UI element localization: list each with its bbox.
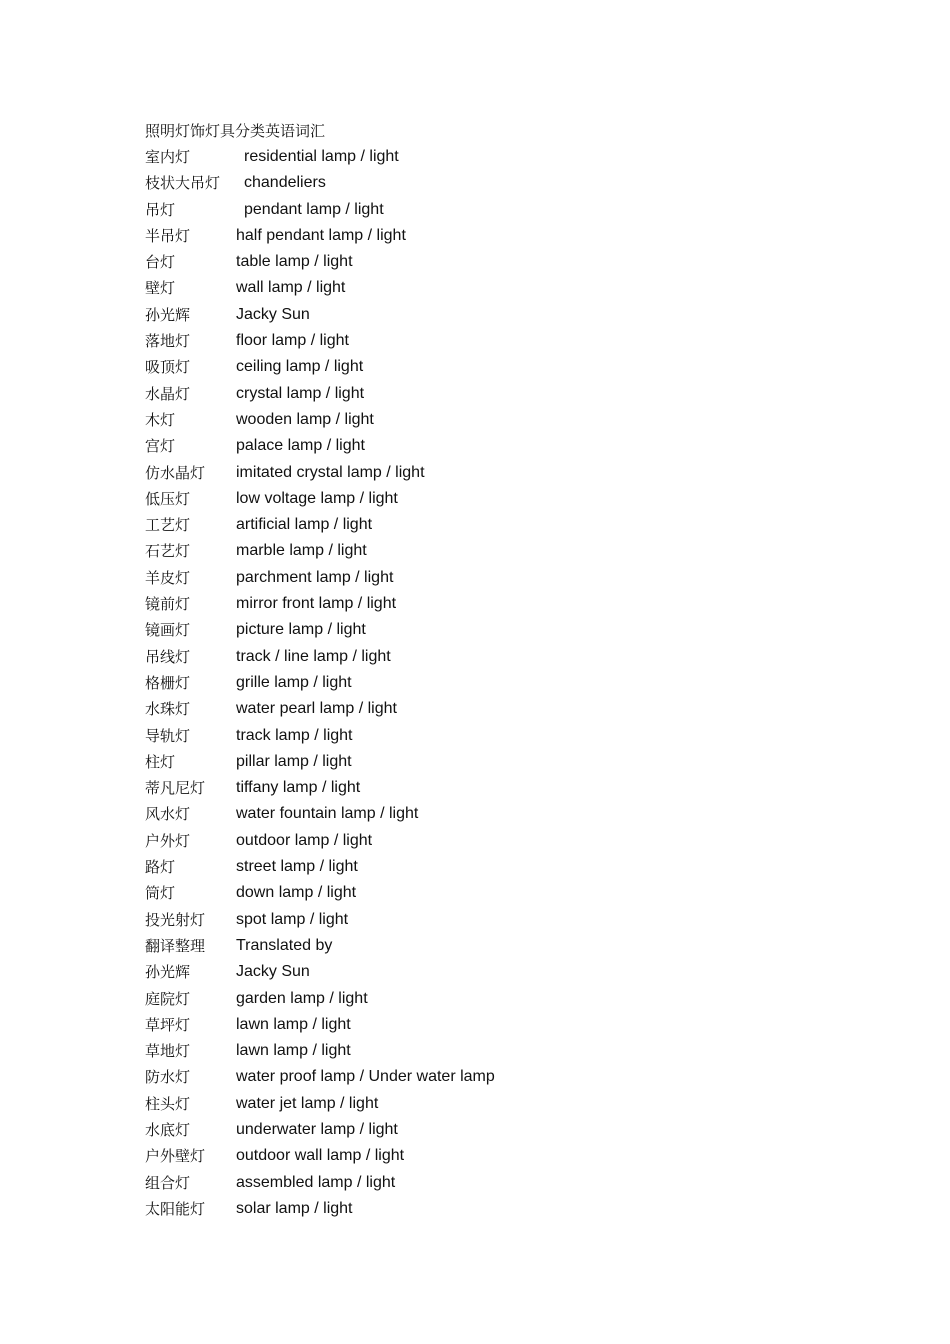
vocabulary-row: [145, 225, 845, 251]
english-term: parchment lamp / light: [236, 568, 394, 586]
english-term: lawn lamp / light: [236, 1042, 351, 1060]
english-term: tiffany lamp / light: [236, 779, 361, 797]
chinese-term: 户外壁灯: [145, 1147, 206, 1166]
chinese-term: 组合灯: [145, 1173, 191, 1192]
vocabulary-row: [145, 146, 845, 172]
english-term: spot lamp / light: [236, 910, 349, 928]
vocabulary-row: [145, 1040, 845, 1066]
english-term: track / line lamp / light: [236, 647, 391, 665]
chinese-term: 水珠灯: [145, 700, 191, 719]
chinese-term: 台灯: [145, 253, 176, 272]
english-term: grille lamp / light: [236, 673, 352, 691]
vocabulary-row: [145, 593, 845, 619]
chinese-term: 工艺灯: [145, 516, 191, 535]
chinese-term: 水底灯: [145, 1120, 191, 1139]
english-term: low voltage lamp / light: [236, 489, 398, 507]
english-term: water jet lamp / light: [236, 1094, 379, 1112]
english-term: mirror front lamp / light: [236, 595, 397, 613]
chinese-term: 水晶灯: [145, 384, 191, 403]
chinese-term: 太阳能灯: [145, 1199, 206, 1218]
vocabulary-row: [145, 1093, 845, 1119]
vocabulary-row: [145, 567, 845, 593]
chinese-term: 筒灯: [145, 884, 176, 903]
english-term: pendant lamp / light: [244, 200, 384, 218]
vocabulary-row: [145, 1145, 845, 1171]
vocabulary-row: [145, 935, 845, 961]
english-term: table lamp / light: [236, 253, 353, 271]
chinese-term: 落地灯: [145, 332, 191, 351]
vocabulary-row: [145, 462, 845, 488]
english-term: chandeliers: [244, 174, 326, 192]
vocabulary-row: [145, 856, 845, 882]
chinese-term: 翻译整理: [145, 936, 206, 955]
vocabulary-row: [145, 514, 845, 540]
vocabulary-row: [145, 1172, 845, 1198]
english-term: outdoor wall lamp / light: [236, 1147, 405, 1165]
english-term: water proof lamp / Under water lamp: [236, 1068, 495, 1086]
english-term: assembled lamp / light: [236, 1173, 396, 1191]
chinese-term: 孙光辉: [145, 305, 191, 324]
chinese-term: 壁灯: [145, 279, 176, 298]
vocabulary-row: [145, 803, 845, 829]
chinese-term: 室内灯: [145, 148, 191, 166]
chinese-term: 孙光辉: [145, 963, 191, 982]
chinese-term: 羊皮灯: [145, 568, 191, 587]
english-term: wooden lamp / light: [236, 410, 374, 428]
vocabulary-row: [145, 409, 845, 435]
vocabulary-row: [145, 251, 845, 277]
vocabulary-row: [145, 1014, 845, 1040]
chinese-term: 庭院灯: [145, 989, 191, 1008]
chinese-term: 枝状大吊灯: [145, 174, 221, 193]
english-term: residential lamp / light: [244, 148, 399, 165]
english-term: floor lamp / light: [236, 332, 349, 350]
chinese-term: 吸顶灯: [145, 358, 191, 377]
english-term: solar lamp / light: [236, 1199, 353, 1217]
english-term: marble lamp / light: [236, 542, 367, 560]
chinese-term: 导轨灯: [145, 726, 191, 745]
vocabulary-row: [145, 304, 845, 330]
chinese-term: 镜前灯: [145, 595, 191, 614]
chinese-term: 半吊灯: [145, 226, 191, 245]
vocabulary-row: [145, 646, 845, 672]
english-term: down lamp / light: [236, 884, 357, 902]
vocabulary-list: [145, 146, 845, 1224]
vocabulary-row: [145, 488, 845, 514]
chinese-term: 户外灯: [145, 831, 191, 850]
chinese-term: 柱头灯: [145, 1094, 191, 1113]
chinese-term: 吊线灯: [145, 647, 191, 666]
chinese-term: 低压灯: [145, 489, 191, 508]
vocabulary-row: [145, 1119, 845, 1145]
chinese-term: 风水灯: [145, 805, 191, 824]
chinese-term: 宫灯: [145, 437, 176, 456]
vocabulary-row: [145, 540, 845, 566]
vocabulary-row: [145, 751, 845, 777]
chinese-term: 防水灯: [145, 1068, 191, 1087]
chinese-term: 草坪灯: [145, 1015, 191, 1034]
chinese-term: 镜画灯: [145, 621, 191, 640]
chinese-term: 草地灯: [145, 1042, 191, 1061]
chinese-term: 仿水晶灯: [145, 463, 206, 482]
english-term: Translated by: [236, 936, 333, 954]
english-term: water pearl lamp / light: [236, 700, 397, 718]
vocabulary-row: [145, 330, 845, 356]
english-term: palace lamp / light: [236, 437, 365, 455]
english-term: imitated crystal lamp / light: [236, 463, 425, 481]
vocabulary-row: [145, 435, 845, 461]
english-term: picture lamp / light: [236, 621, 366, 639]
english-term: Jacky Sun: [236, 305, 310, 323]
vocabulary-row: [145, 725, 845, 751]
chinese-term: 路灯: [145, 858, 176, 877]
vocabulary-row: [145, 172, 845, 198]
chinese-term: 柱灯: [145, 752, 176, 771]
vocabulary-row: [145, 672, 845, 698]
chinese-term: 格栅灯: [145, 673, 191, 692]
english-term: half pendant lamp / light: [236, 226, 406, 244]
vocabulary-row: [145, 1198, 845, 1224]
vocabulary-row: [145, 961, 845, 987]
document-title: 照明灯饰灯具分类英语词汇: [145, 122, 326, 140]
english-term: garden lamp / light: [236, 989, 368, 1007]
vocabulary-row: [145, 698, 845, 724]
english-term: Jacky Sun: [236, 963, 310, 981]
chinese-term: 蒂凡尼灯: [145, 779, 206, 798]
vocabulary-row: [145, 882, 845, 908]
english-term: pillar lamp / light: [236, 752, 352, 770]
english-term: crystal lamp / light: [236, 384, 365, 402]
vocabulary-row: [145, 383, 845, 409]
chinese-term: 石艺灯: [145, 542, 191, 561]
vocabulary-row: [145, 988, 845, 1014]
english-term: wall lamp / light: [236, 279, 346, 297]
english-term: street lamp / light: [236, 858, 358, 876]
vocabulary-row: [145, 619, 845, 645]
english-term: artificial lamp / light: [236, 516, 373, 534]
english-term: track lamp / light: [236, 726, 353, 744]
vocabulary-row: [145, 830, 845, 856]
english-term: lawn lamp / light: [236, 1015, 351, 1033]
vocabulary-row: [145, 909, 845, 935]
english-term: ceiling lamp / light: [236, 358, 364, 376]
vocabulary-row: [145, 199, 845, 225]
english-term: water fountain lamp / light: [236, 805, 419, 823]
chinese-term: 木灯: [145, 410, 176, 429]
chinese-term: 吊灯: [145, 200, 176, 219]
english-term: outdoor lamp / light: [236, 831, 373, 849]
vocabulary-row: [145, 356, 845, 382]
english-term: underwater lamp / light: [236, 1120, 398, 1138]
vocabulary-row: [145, 277, 845, 303]
vocabulary-row: [145, 777, 845, 803]
vocabulary-row: [145, 1066, 845, 1092]
chinese-term: 投光射灯: [145, 910, 206, 929]
